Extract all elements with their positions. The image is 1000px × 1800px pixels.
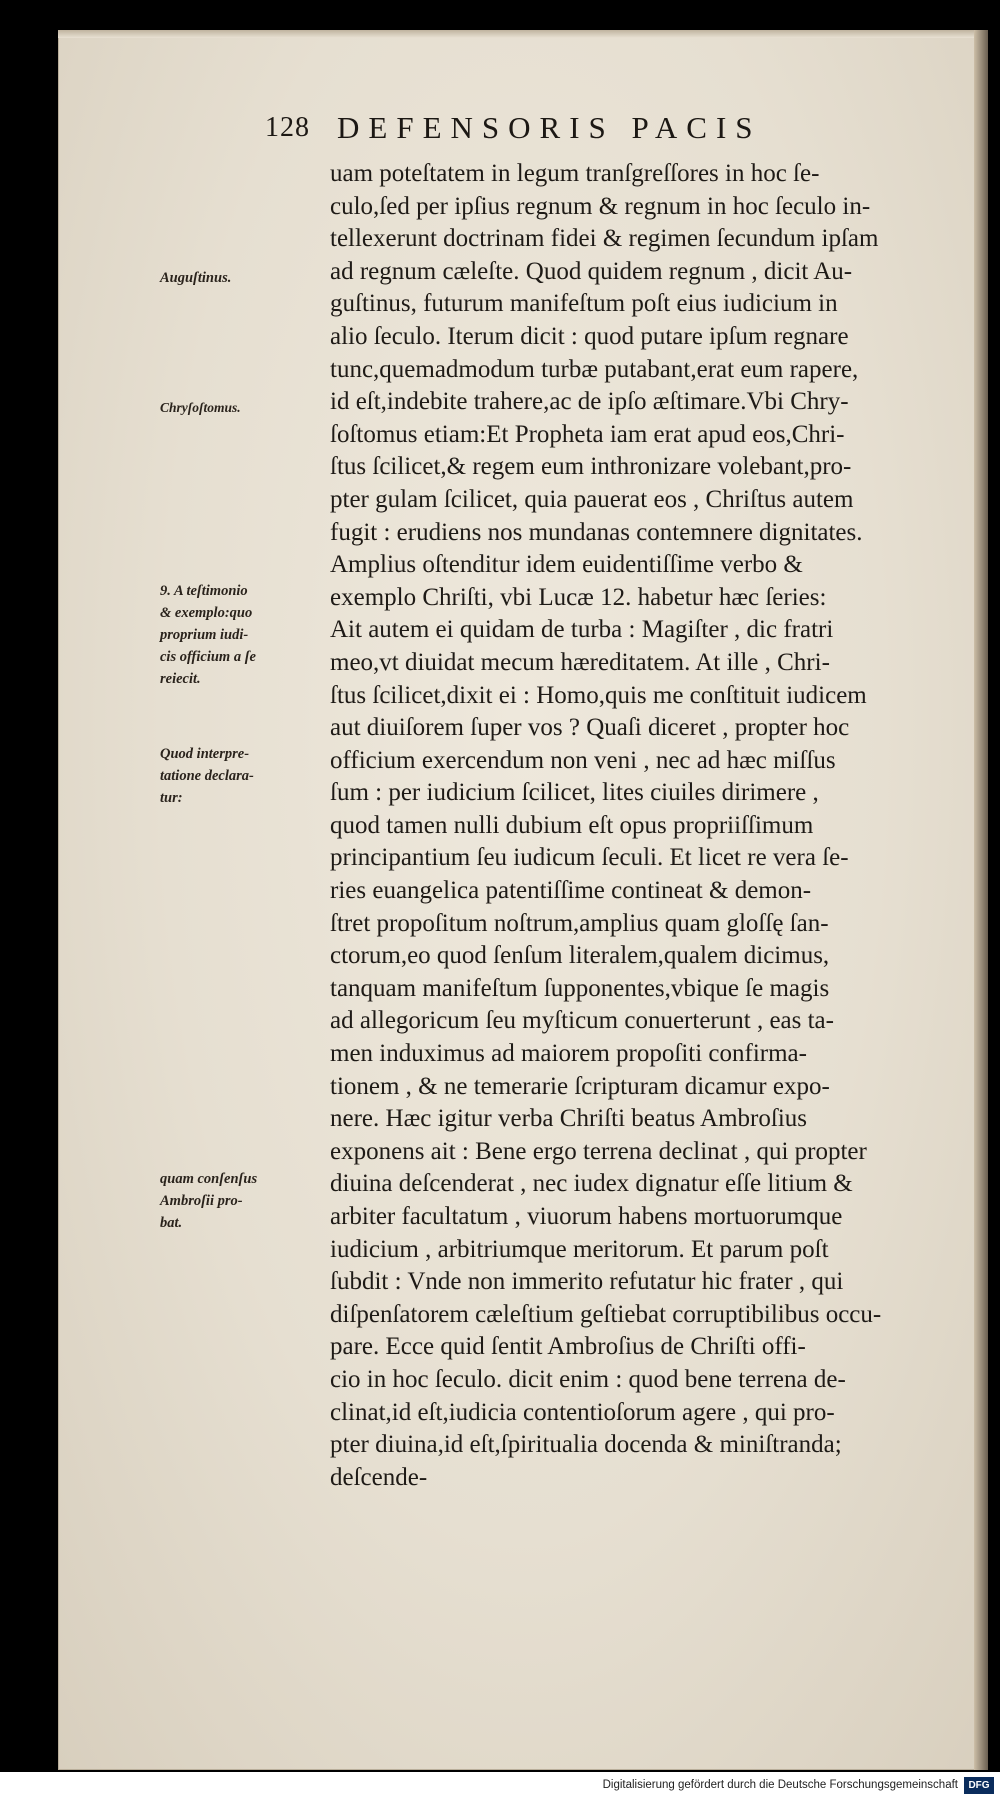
text-line: quod tamen nulli dubium eſt opus propriiſſimum — [330, 811, 814, 839]
page-right-edge — [974, 30, 988, 1770]
margin-note-line: & exemplo:quo — [160, 605, 253, 621]
page-number: 128 — [265, 112, 310, 143]
text-line: diſpenſatorem cæleſtium geſtiebat corruptibilibus occu- — [330, 1300, 882, 1328]
text-line: cio in hoc ſeculo. dicit enim : quod bene terrena de- — [330, 1365, 846, 1393]
text-line: men induximus ad maiorem propoſiti confirma- — [330, 1040, 807, 1068]
text-line: deſcende- — [330, 1463, 428, 1491]
margin-note-testimonio — [160, 580, 325, 690]
text-line: principantium ſeu iudicum ſeculi. Et licet re vera ſe- — [330, 844, 849, 872]
running-title: DEFENSORIS PACIS — [337, 110, 762, 145]
margin-note-line: bat. — [160, 1215, 183, 1231]
text-line: tanquam manifeſtum ſupponentes,vbique ſe magis — [330, 974, 830, 1002]
text-line: ſtret propoſitum noſtrum,amplius quam gloſſę ſan- — [330, 909, 829, 937]
text-line: ſtus ſcilicet,dixit ei : Homo,quis me conſtituit iudicem — [330, 681, 867, 709]
text-line: meo,vt diuidat mecum hæreditatem. At ille , Chri- — [330, 648, 830, 676]
margin-note-line: 9. A teſtimonio — [160, 583, 248, 599]
text-line: pter diuina,id eſt,ſpiritualia docenda & miniſtranda; — [330, 1431, 842, 1459]
text-line: Ait autem ei quidam de turba : Magiſter , dic fratri — [330, 616, 834, 644]
text-line: pter gulam ſcilicet, quia pauerat eos , Chriſtus autem — [330, 485, 854, 513]
margin-note-line: Quod interpre- — [160, 746, 250, 762]
margin-note-line: tur: — [160, 790, 183, 806]
margin-note-ambrosius — [160, 1168, 325, 1234]
margin-note-augustinus — [160, 267, 325, 289]
text-line: Amplius oſtenditur idem euidentiſſime verbo & — [330, 551, 803, 579]
text-line: tellexerunt doctrinam fidei & regimen ſecundum ipſam — [330, 225, 879, 253]
body-text — [330, 158, 960, 1494]
page-header — [265, 108, 945, 148]
text-line: iudicium , arbitriumque meritorum. Et parum poſt — [330, 1235, 829, 1263]
margin-note-line: tatione declara- — [160, 768, 254, 784]
text-line: ſtus ſcilicet,& regem eum inthronizare volebant,pro- — [330, 453, 852, 481]
text-line: officium exercendum non veni , nec ad hæc miſſus — [330, 746, 836, 774]
text-line: guſtinus, futurum manifeſtum poſt eius iudicium in — [330, 290, 838, 318]
text-line: exponens ait : Bene ergo terrena declinat , qui propter — [330, 1137, 867, 1165]
margin-note-line: Chryſoſtomus. — [160, 400, 241, 415]
text-line: culo,ſed per ipſius regnum & regnum in hoc ſeculo in- — [330, 192, 871, 220]
text-line: nere. Hæc igitur verba Chriſti beatus Ambroſius — [330, 1105, 807, 1133]
text-line: alio ſeculo. Iterum dicit : quod putare ipſum regnare — [330, 322, 849, 350]
text-line: ad regnum cæleſte. Quod quidem regnum , dicit Au- — [330, 257, 853, 285]
margin-note-line: Auguſtinus. — [160, 270, 232, 286]
margin-note-chrysostomus — [160, 397, 325, 419]
text-line: diuina deſcenderat , nec iudex dignatur eſſe litium & — [330, 1170, 853, 1198]
text-line: ſubdit : Vnde non immerito refutatur hic frater , qui — [330, 1268, 844, 1296]
margin-note-line: quam conſenſus — [160, 1171, 258, 1187]
margin-note-interpretatione — [160, 743, 325, 809]
text-line: ad allegoricum ſeu myſticum conuerterunt , eas ta- — [330, 1007, 834, 1035]
margin-note-line: proprium iudi- — [160, 627, 249, 643]
footer-credit[interactable]: Digitalisierung gefördert durch die Deutsche Forschungsgemeinschaft — [602, 1779, 958, 1791]
margin-note-line: reiecit. — [160, 671, 201, 687]
margin-note-line: Ambroſii pro- — [160, 1193, 243, 1209]
text-line: ries euangelica patentiſſime contineat & demon- — [330, 877, 812, 905]
text-line: fugit : erudiens nos mundanas contemnere dignitates. — [330, 518, 863, 546]
text-line: uam poteſtatem in legum tranſgreſſores in hoc ſe- — [330, 160, 820, 187]
text-line: aut diuiſorem ſuper vos ? Quaſi diceret , propter hoc — [330, 714, 850, 742]
text-line: pare. Ecce quid ſentit Ambroſius de Chriſti offi- — [330, 1333, 806, 1361]
margin-note-line: cis officium a ſe — [160, 649, 256, 665]
text-line: tunc,quemadmodum turbæ putabant,erat eum rapere, — [330, 355, 859, 383]
text-line: ctorum,eo quod ſenſum literalem,qualem dicimus, — [330, 942, 830, 970]
dfg-logo-icon[interactable]: DFG — [964, 1777, 994, 1794]
text-line: id eſt,indebite trahere,ac de ipſo æſtimare.Vbi Chry- — [330, 388, 849, 416]
text-line: clinat,id eſt,iudicia contentioſorum agere , qui pro- — [330, 1398, 835, 1426]
text-line: tionem , & ne temerarie ſcripturam dicamur expo- — [330, 1072, 830, 1100]
text-line: ſoſtomus etiam:Et Propheta iam erat apud eos,Chri- — [330, 420, 845, 448]
text-line: ſum : per iudicium ſcilicet, lites ciuiles dirimere , — [330, 779, 819, 807]
text-line: exemplo Chriſti, vbi Lucæ 12. habetur hæc ſeries: — [330, 583, 827, 611]
page-top-edge — [58, 30, 988, 38]
digitization-footer — [0, 1772, 1000, 1800]
text-line: arbiter facultatum , viuorum habens mortuorumque — [330, 1203, 843, 1230]
